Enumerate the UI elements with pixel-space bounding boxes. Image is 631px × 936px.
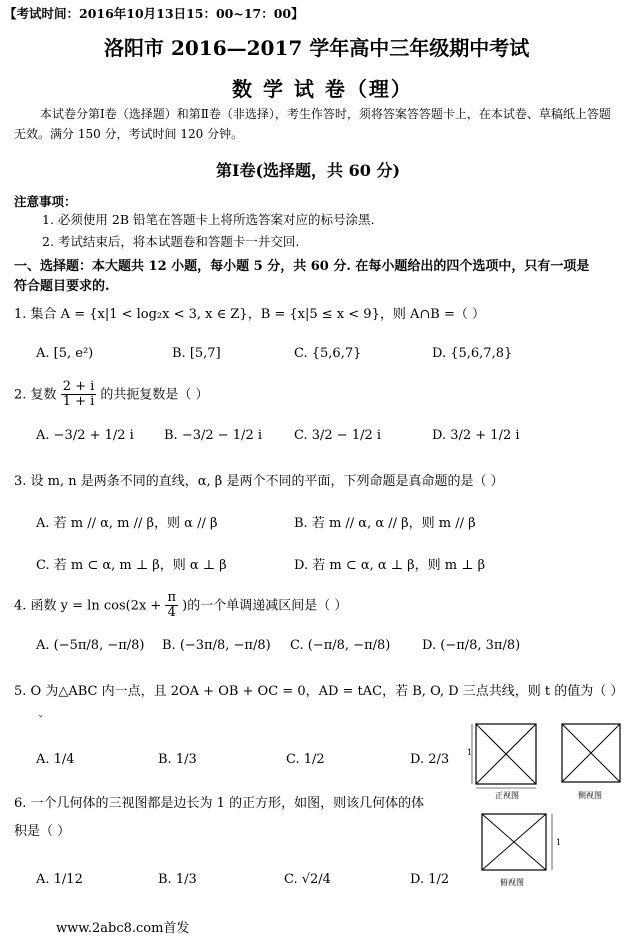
q5-stem: 5. O 为△ABC 内一点，且 2OA + OB + OC = 0，AD = tAC，若 B, O, D 三点共线，则 t 的值为（ ） xyxy=(14,684,624,699)
q1-option-c: C. {5,6,7} xyxy=(294,346,362,361)
q4-numerator: π xyxy=(167,590,176,605)
q2-suffix: 的共扼复数是（ ） xyxy=(100,387,209,403)
section-title: 第Ⅰ卷(选择题，共 60 分) xyxy=(216,161,401,180)
q3-option-c: C. 若 m ⊂ α, m ⊥ β，则 α ⊥ β xyxy=(36,558,227,573)
q3-stem: 3. 设 m, n 是两条不同的直线，α, β 是两个不同的平面，下列命题是真命题的是（ ） xyxy=(14,474,504,489)
front-view-label: 正视图 xyxy=(495,791,519,800)
notice-item-1: 1. 必须使用 2B 铅笔在答题卡上将所选答案对应的标号涂黑. xyxy=(42,212,375,227)
front-view-side-length: 1 xyxy=(467,748,473,757)
intro-paragraph: 本试卷分第Ⅰ卷（选择题）和第Ⅱ卷（非选择），考生作答时，须将答案答答题卡上，在本试卷、草稿纸上答题无效。满分 150 分，考试时间 120 分钟。 xyxy=(14,107,611,141)
q2-numerator: 2 + i xyxy=(62,379,95,394)
top-view-label: 俯视图 xyxy=(500,878,524,887)
front-view-diagram xyxy=(470,720,540,790)
q4-option-d: D. (−π/8, 3π/8) xyxy=(422,638,521,653)
q2-stem xyxy=(14,380,209,410)
q1-option-d: D. {5,6,7,8} xyxy=(432,346,513,361)
q5-option-b: B. 1/3 xyxy=(158,752,197,767)
q4-fraction xyxy=(165,591,178,621)
part1-instructions-line1: 一、选择题：本大题共 12 小题，每小题 5 分，共 60 分. 在每小题给出的四个选项中，只有一项是 xyxy=(14,259,590,274)
notice-title: 注意事项： xyxy=(14,194,77,209)
q2-option-b: B. −3/2 − 1/2 i xyxy=(164,428,263,443)
q4-option-b: B. (−3π/8, −π/8) xyxy=(162,638,271,653)
top-view-diagram xyxy=(478,812,558,874)
q3-option-a: A. 若 m // α, m // β，则 α // β xyxy=(36,516,218,531)
q2-option-a: A. −3/2 + 1/2 i xyxy=(36,428,134,443)
red-mark: ˇ xyxy=(38,714,44,727)
q4-denominator: 4 xyxy=(167,605,176,621)
q1-option-b: B. [5,7] xyxy=(172,346,221,361)
q6-stem-line1: 6. 一个几何体的三视图都是边长为 1 的正方形，如图，则该几何体的体 xyxy=(14,796,425,811)
q3-option-b: B. 若 m // α, α // β，则 m // β xyxy=(294,516,476,531)
footer-source: www.2abc8.com首发 xyxy=(56,921,190,936)
q6-option-b: B. 1/3 xyxy=(158,872,197,887)
notice-item-2: 2. 考试结束后，将本试题卷和答题卡一并交回. xyxy=(42,234,300,249)
q3-option-d: D. 若 m ⊂ α, α ⊥ β，则 m ⊥ β xyxy=(294,558,486,573)
exam-title: 洛阳市 2016—2017 学年高中三年级期中考试 xyxy=(104,36,530,60)
top-view-side-length: 1 xyxy=(556,838,562,847)
q6-option-d: D. 1/2 xyxy=(410,872,450,887)
q2-denominator: 1 + i xyxy=(62,394,95,410)
q1-stem: 1. 集合 A = {x|1 < log₂x < 3, x ∈ Z}，B = {x|5 ≤ x < 9}，则 A∩B =（ ） xyxy=(14,307,485,322)
q6-option-c: C. √2/4 xyxy=(284,872,331,887)
q1-option-a: A. [5, e²) xyxy=(36,346,94,361)
side-view-label: 侧视图 xyxy=(578,791,602,800)
exam-time-header: 【考试时间：2016年10月13日15：00~17：00】 xyxy=(4,6,304,21)
q2-prefix: 2. 复数 xyxy=(14,387,57,403)
q6-stem-line2: 积是（ ） xyxy=(14,824,71,839)
q2-option-d: D. 3/2 + 1/2 i xyxy=(432,428,520,443)
q4-prefix: 4. 函数 y = ln cos(2x + xyxy=(14,598,162,614)
q4-option-c: C. (−π/8, −π/8) xyxy=(290,638,391,653)
q4-stem xyxy=(14,591,347,621)
q5-option-c: C. 1/2 xyxy=(286,752,325,767)
q5-option-a: A. 1/4 xyxy=(36,752,75,767)
q2-fraction xyxy=(61,380,97,410)
q4-suffix: )的一个单调递减区间是（ ） xyxy=(182,598,348,614)
side-view-diagram xyxy=(560,720,624,786)
exam-subtitle: 数 学 试 卷（理） xyxy=(232,77,413,101)
q5-option-d: D. 2/3 xyxy=(410,752,450,767)
q6-option-a: A. 1/12 xyxy=(36,872,83,887)
q2-option-c: C. 3/2 − 1/2 i xyxy=(294,428,382,443)
part1-instructions-line2: 符合题目要求的. xyxy=(14,279,110,294)
q4-option-a: A. (−5π/8, −π/8) xyxy=(36,638,145,653)
